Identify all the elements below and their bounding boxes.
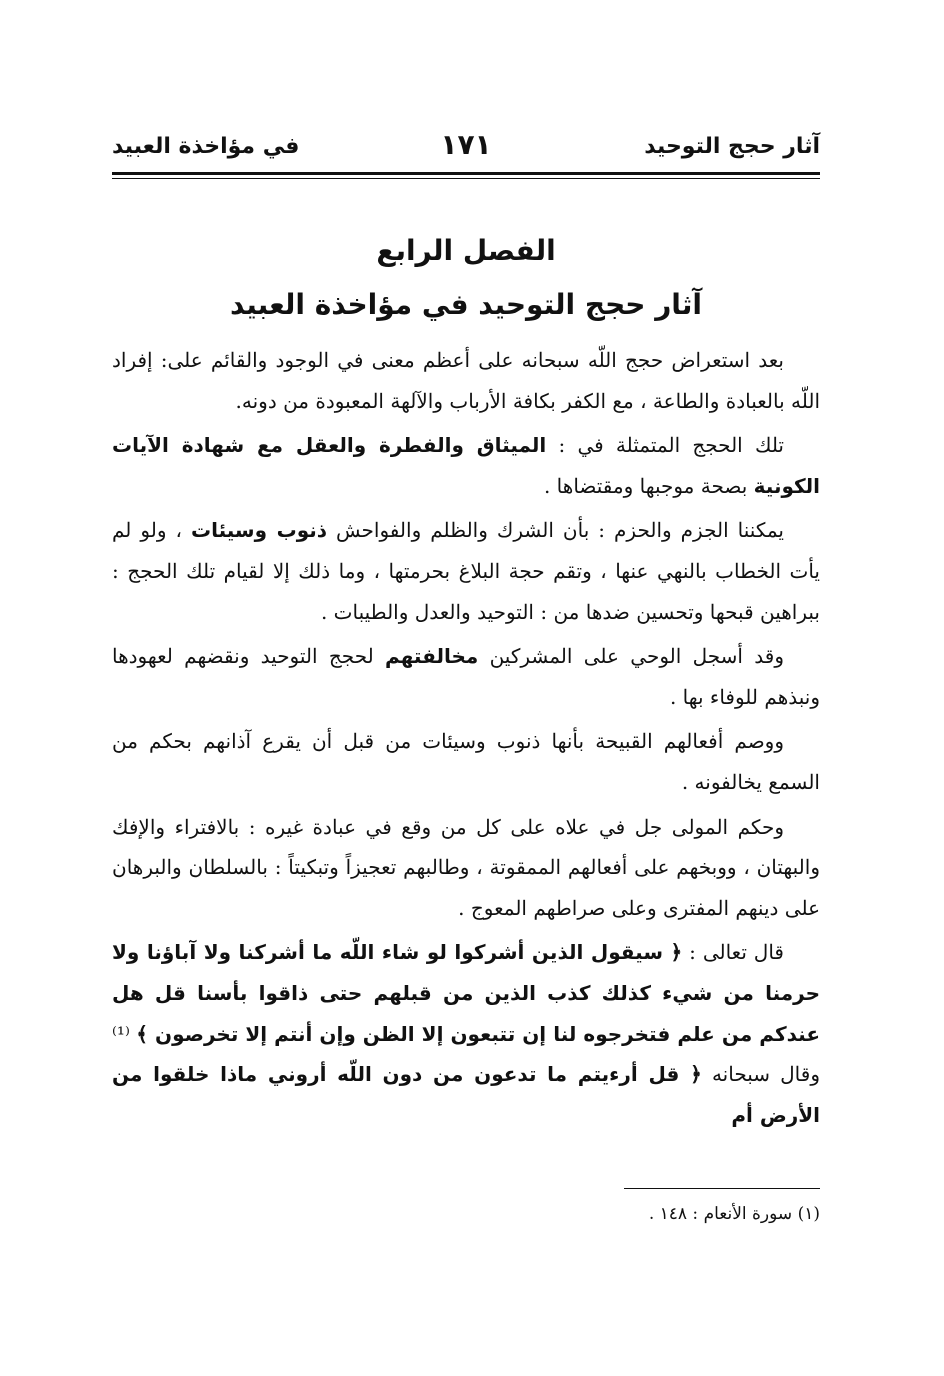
- paragraph-2-text-a: تلك الحجج المتمثلة في :: [546, 433, 785, 458]
- header-rule: [112, 172, 820, 175]
- quran-verse-1: ﴿ سيقول الذين أشركوا لو شاء اللّه ما أشركنا ولا آباؤنا ولا حرمنا من شيء كذلك كذب الذين من قبلهم حتى ذاقوا بأسنا قل هل عندكم من علم فتخرجوه لنا إن تتبعون إلا الظن وإن أنتم إلا تخرصون ﴾: [112, 940, 820, 1046]
- paragraph-4-bold: مخالفتهم: [385, 644, 479, 669]
- paragraph-2-text-b: بصحة موجبها ومقتضاها .: [543, 473, 754, 498]
- footnote-rule: [624, 1188, 820, 1189]
- paragraph-4-text-a: وقد أسجل الوحي على المشركين: [478, 644, 784, 669]
- paragraph-2-bold: الميثاق والفطرة والعقل مع شهادة الآيات الكونية: [112, 433, 820, 498]
- header-rule-thin: [112, 178, 820, 179]
- running-title-right: آثار حجج التوحيد: [644, 134, 820, 159]
- running-title-left: في مؤاخذة العبيد: [112, 134, 300, 159]
- paragraph-1: بعد استعراض حجج اللّه سبحانه على أعظم معنى في الوجود والقائم على: إفراد اللّه بالعبادة والطاعة ، مع الكفر بكافة الأرباب والآلهة المعبودة من دونه.: [112, 348, 820, 413]
- paragraph-3-text-b: ، ولو لم يأت الخطاب بالنهي عنها ، وتقم حجة البلاغ بحرمتها ، وما ذلك إلا لقيام تلك الحجج : ببراهين قبحها وتحسين ضدها من : التوحيد والعدل والطيبات .: [112, 518, 820, 624]
- footnote-ref: ⁽¹⁾: [112, 1021, 137, 1046]
- page-header: [112, 128, 820, 172]
- quran-verse-2: ﴿ قل أرءيتم ما تدعون من دون اللّه أروني ماذا خلقوا من الأرض أم: [112, 1062, 820, 1127]
- paragraph-3-bold: ذنوب وسيئات: [190, 518, 328, 543]
- paragraph-7-text-a: قال تعالى :: [682, 940, 784, 965]
- paragraph-7-text-b: وقال سبحانه: [701, 1062, 820, 1087]
- page-number: ١٧١: [440, 128, 492, 161]
- paragraph-3: [112, 510, 820, 632]
- footnote: (١) سورة الأنعام : ١٤٨ .: [648, 1204, 820, 1224]
- paragraph-6: وحكم المولى جل في علاه على كل من وقع في عبادة غيره : بالافتراء والإفك والبهتان ، ووبخهم على أفعالهم الممقوتة ، وطالبهم تعجيزاً وتبكيتاً : بالسلطان والبرهان على دينهم المفترى وعلى صراطهم المعوج .: [112, 814, 820, 920]
- paragraph-5: ووصم أفعالهم القبيحة بأنها ذنوب وسيئات من قبل أن يقرع آذانهم بحكم من السمع يخالفونه .: [112, 729, 820, 794]
- paragraph-4: [112, 636, 820, 717]
- paragraph-7: [112, 932, 820, 1135]
- chapter-title: آثار حجج التوحيد في مؤاخذة العبيد: [230, 288, 702, 321]
- chapter-label: الفصل الرابع: [376, 234, 556, 267]
- paragraph-2: [112, 425, 820, 506]
- body-text: [112, 340, 820, 1139]
- paragraph-3-text-a: يمكننا الجزم والحزم : بأن الشرك والظلم والفواحش: [327, 518, 784, 543]
- paragraph-4-text-b: لحجج التوحيد ونقضهم لعهودها ونبذهم للوفاء بها .: [112, 644, 820, 709]
